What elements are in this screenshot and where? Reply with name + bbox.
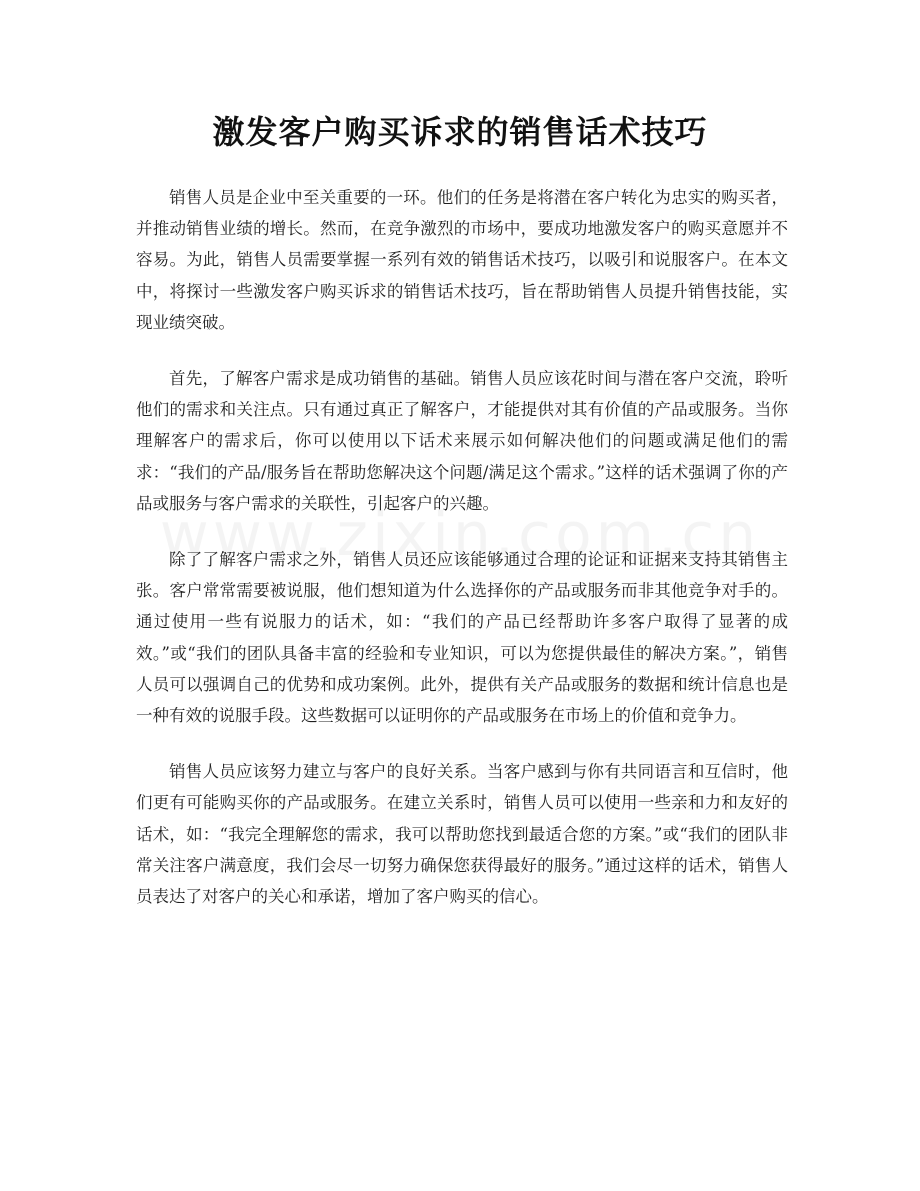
document-title: 激发客户购买诉求的销售话术技巧 — [212, 113, 708, 151]
paragraph-1: 销售人员是企业中至关重要的一环。他们的任务是将潜在客户转化为忠实的购买者，并推动销售业绩的增长。然而，在竞争激烈的市场中，要成功地激发客户的购买意愿并不容易。为此，销售人员需要掌握一系列有效的销售话术技巧，以吸引和说服客户。在本文中，将探讨一些激发客户购买诉求的销售话术技巧，旨在帮助销售人员提升销售技能，实现业绩突破。 — [136, 188, 788, 332]
paragraph-2: 首先，了解客户需求是成功销售的基础。销售人员应该花时间与潜在客户交流，聆听他们的需求和关注点。只有通过真正了解客户，才能提供对其有价值的产品或服务。当你理解客户的需求后，你可以使用以下话术来展示如何解决他们的问题或满足他们的需求：“我们的产品/服务旨在帮助您解决这个问题/满足这个需求。”这样的话术强调了你的产品或服务与客户需求的关联性，引起客户的兴趣。 — [136, 369, 788, 513]
paragraph-4: 销售人员应该努力建立与客户的良好关系。当客户感到与你有共同语言和互信时，他们更有可能购买你的产品或服务。在建立关系时，销售人员可以使用一些亲和力和友好的话术，如：“我完全理解您的需求，我可以帮助您找到最适合您的方案。”或“我们的团队非常关注客户满意度，我们会尽一切努力确保您获得最好的服务。”通过这样的话术，销售人员表达了对客户的关心和承诺，增加了客户购买的信心。 — [136, 762, 788, 907]
document-body — [136, 182, 788, 937]
paragraph-3: 除了了解客户需求之外，销售人员还应该能够通过合理的论证和证据来支持其销售主张。客户常常需要被说服，他们想知道为什么选择你的产品或服务而非其他竞争对手的。通过使用一些有说服力的话术，如：“我们的产品已经帮助许多客户取得了显著的成效。”或“我们的团队具备丰富的经验和专业知识，可以为您提供最佳的解决方案。”，销售人员可以强调自己的优势和成功案例。此外，提供有关产品或服务的数据和统计信息也是一种有效的说服手段。这些数据可以证明你的产品或服务在市场上的价值和竞争力。 — [136, 550, 788, 726]
